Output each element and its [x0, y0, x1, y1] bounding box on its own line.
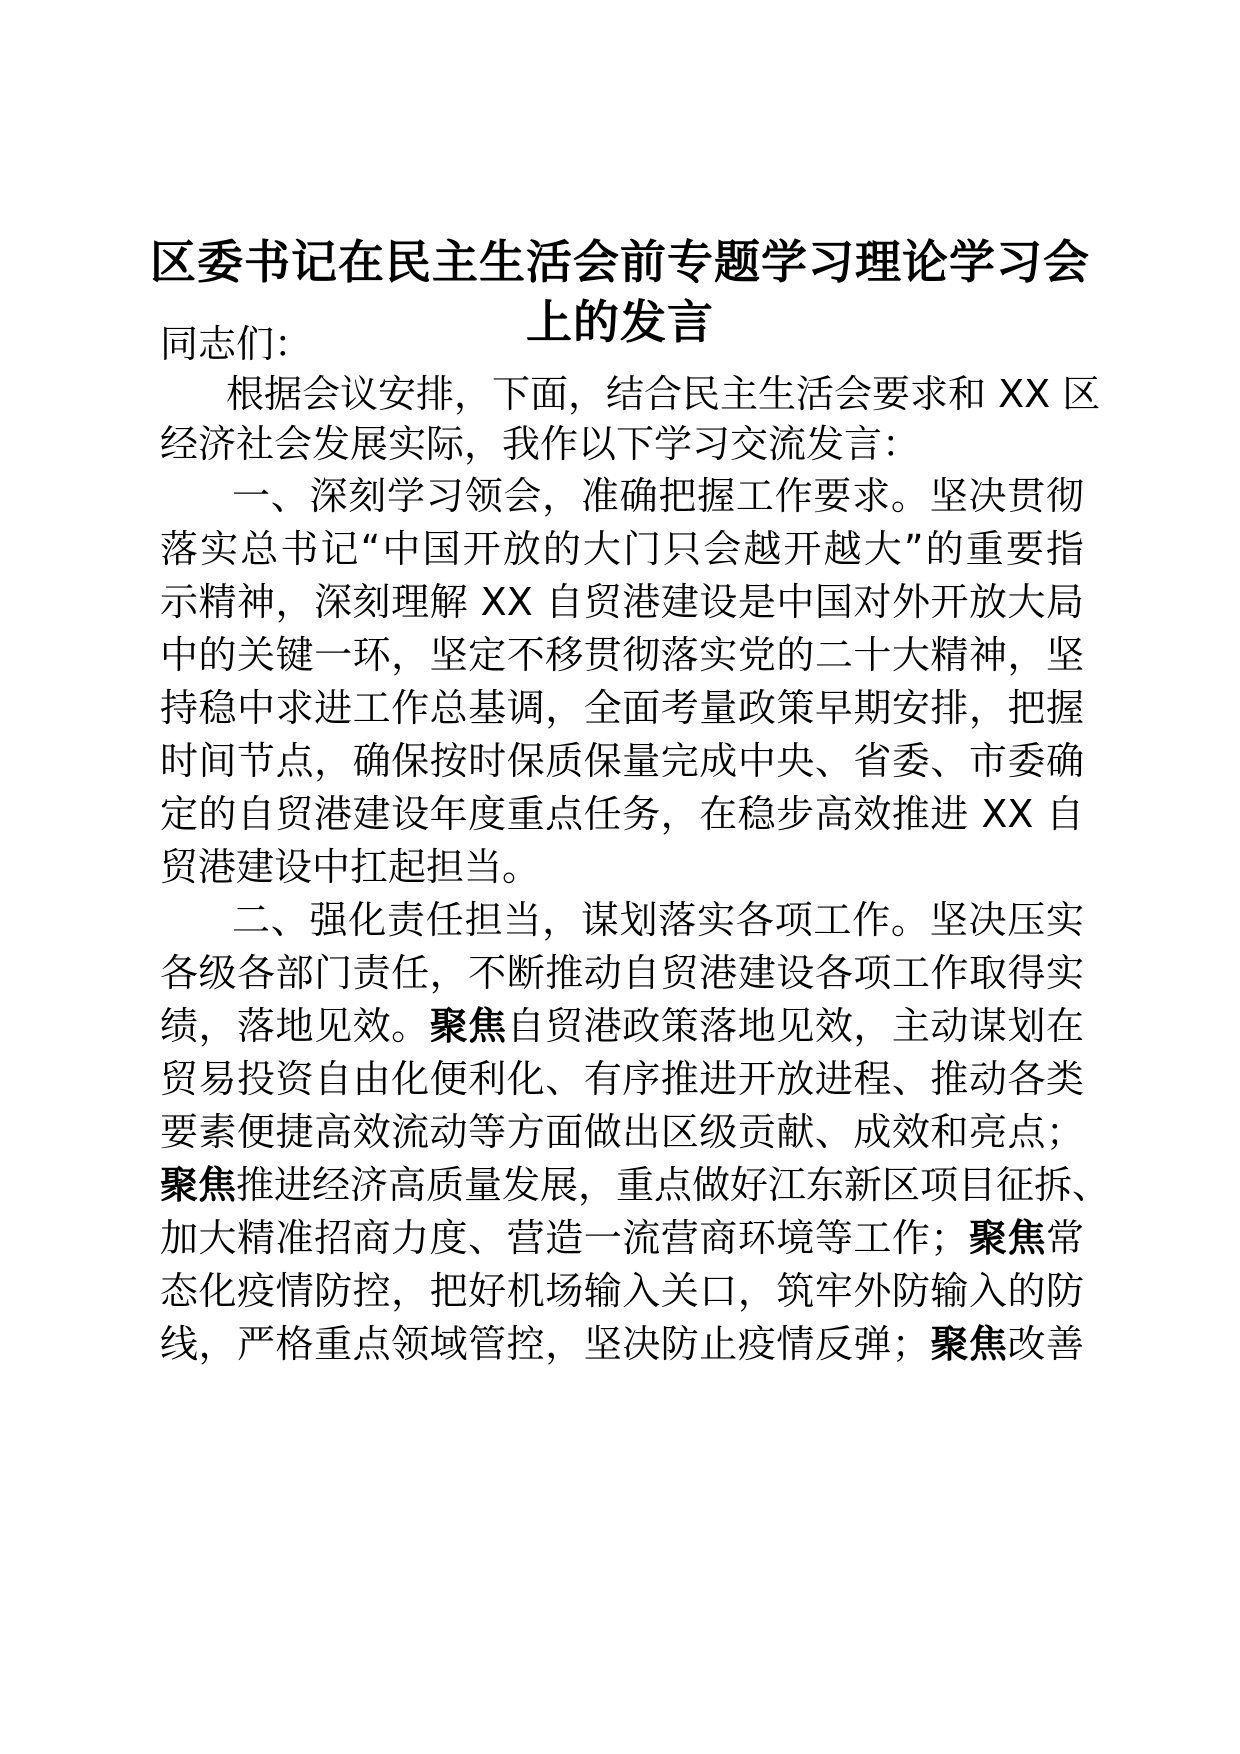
section-2-line-7-b: 常 — [1045, 1216, 1084, 1260]
section-2-line-4: 贸易投资自由化便利化、有序推进开放进程、推动各类 — [160, 1057, 1084, 1101]
section-1-line-1 — [160, 471, 1084, 521]
section-2-line-7-a: 加大精准招商力度、营造一流营商环境等工作； — [160, 1216, 969, 1260]
section-2-heading: 二、强化责任担当，谋划落实各项工作。 — [232, 898, 930, 942]
section-1-line-6: 时间节点，确保按时保质保量完成中央、省委、市委确 — [160, 739, 1084, 783]
section-1-line-5: 持稳中求进工作总基调，全面考量政策早期安排，把握 — [160, 686, 1084, 730]
section-2-line-9 — [160, 1319, 1084, 1369]
section-2-line-6 — [160, 1160, 1111, 1210]
section-2-line-9-b: 改善 — [1007, 1322, 1084, 1366]
section-1-line-8: 贸港建设中扛起担当。 — [160, 845, 541, 889]
section-2-line-7-bold: 聚焦 — [968, 1216, 1046, 1260]
section-2-line-3 — [160, 1001, 1084, 1051]
section-1-line-1-rest: 坚决贯彻 — [929, 474, 1084, 518]
section-2-line-2: 各级各部门责任，不断推动自贸港建设各项工作取得实 — [160, 951, 1084, 995]
section-2-line-1-rest: 坚决压实 — [929, 898, 1084, 942]
section-1-line-2: 落实总书记“中国开放的大门只会越开越大”的重要指 — [160, 527, 1084, 571]
section-2-line-6-bold: 聚焦 — [160, 1163, 237, 1207]
section-2-line-7 — [160, 1213, 1084, 1263]
section-2-line-5: 要素便捷高效流动等方面做出区级贡献、成效和亮点； — [160, 1110, 1084, 1154]
section-2-line-3-a: 绩，落地见效。 — [160, 1004, 430, 1048]
salutation: 同志们： — [160, 322, 313, 366]
section-1-line-4: 中的关键一环，坚定不移贯彻落实党的二十大精神，坚 — [160, 633, 1084, 677]
intro-line-1: 根据会议安排，下面，结合民主生活会要求和 XX 区 — [226, 372, 1101, 416]
section-2-line-9-bold: 聚焦 — [929, 1322, 1008, 1366]
section-1-heading: 一、深刻学习领会，准确把握工作要求。 — [232, 474, 930, 518]
document-title-line-2: 上的发言 — [526, 295, 714, 349]
section-2-line-3-bold: 聚焦 — [429, 1004, 507, 1048]
section-1-line-3: 示精神，深刻理解 XX 自贸港建设是中国对外开放大局 — [160, 580, 1084, 624]
section-2-line-3-b: 自贸港政策落地见效，主动谋划在 — [506, 1004, 1084, 1048]
section-2-line-6-b: 推进经济高质量发展，重点做好江东新区项目征拆、 — [236, 1163, 1111, 1207]
section-1-line-7: 定的自贸港建设年度重点任务，在稳步高效推进 XX 自 — [160, 792, 1084, 836]
document-title-line-1: 区委书记在民主生活会前专题学习理论学习会 — [150, 235, 1090, 289]
intro-line-2: 经济社会发展实际，我作以下学习交流发言： — [160, 422, 921, 466]
section-2-line-1 — [160, 895, 1084, 945]
section-2-line-9-a: 线，严格重点领域管控，坚决防止疫情反弹； — [160, 1322, 930, 1366]
section-2-line-8: 态化疫情防控，把好机场输入关口，筑牢外防输入的防 — [160, 1269, 1084, 1313]
